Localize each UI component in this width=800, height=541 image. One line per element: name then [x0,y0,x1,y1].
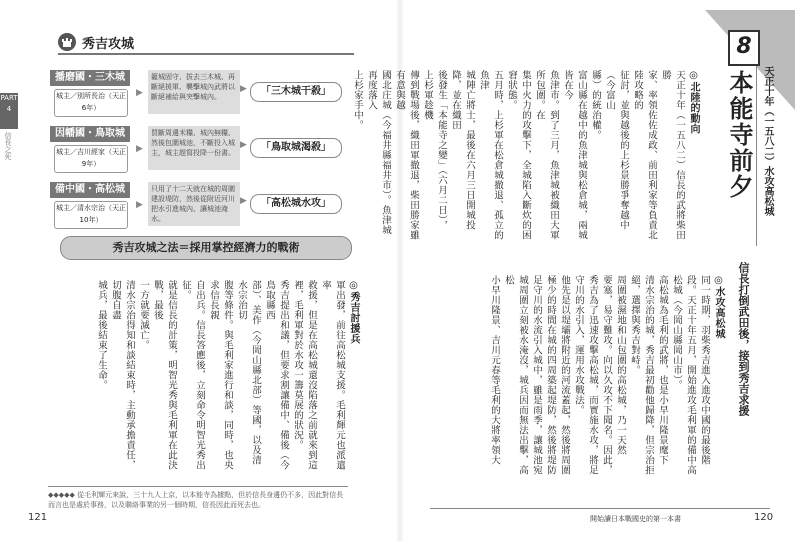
body-column: 自出兵。信長答應後，立刻命令明智光秀出征。 [180,280,205,470]
castle-lord: 城主／別所長治（天正6年） [54,89,128,117]
castle-name: 因幡國・鳥取城 [50,126,130,142]
body-column: 家、率領佐佐成政、前田利家等負責北陸攻略的 [632,70,657,240]
series-title: 開始讀日本戰國史的第一本書 [590,515,681,523]
castle-result: 「高松城水攻」 [250,194,342,214]
body-column: 裡，毛利軍對於水攻一籌莫展的狀況。 [292,280,303,450]
body-column: 救援，但是在高松城還沒陷落之前就來到這 [306,280,317,470]
subheading: ◎水攻高松城 [713,275,724,339]
castle-desc: 籠城固守、拔去三木城、再斷絕援軍、襲擊城內武將以斷絕補給與突擊城內。 [148,70,240,114]
page-number-left: 121 [28,512,48,523]
body-column: 城兵，最後結束了生命。 [96,280,107,390]
body-column: 守川的水引入，運用水攻戰法。 [573,275,584,415]
body-column: 城陣亡將士，最後在六月三日開城投降，並在織田 [450,70,475,230]
method-banner: 秀吉攻城之法＝採用掌控經濟力的戰術 [60,236,352,260]
body-column: 松城（今岡山縣岡山市）。 [671,275,682,391]
body-column: 後發生「本能寺之變」（六月二日），上杉軍趁機 [422,70,447,231]
body-column: 清水宗治的城，秀吉最初勸他歸降，但宗治拒 [643,275,654,475]
body-column: 秀吉為了迅速攻擊高松城，而實施水攻，將足 [587,275,598,475]
right-body-bottom [440,275,725,480]
body-column: 魚津市。到了三月，魚津城被織田大軍所包圍。在 [534,70,559,240]
side-heading: 信長打倒武田後，接到秀吉求援 [737,262,750,416]
bullet-icon: ◎ [688,70,699,82]
arrow-icon: ▶ [136,144,143,154]
body-column: 城周圍立刻被水淹沒，城兵因而無法出擊，高松 [503,275,528,475]
body-column: 要塞，易守難攻。向以久攻不下聞名。因此， [601,275,612,475]
arrow-icon: ▶ [136,88,143,98]
arrow-icon: ▶ [136,200,143,210]
body-column: 國北庄城（今福井縣福井市）。魚津城再度落入 [366,70,391,236]
section-title-bar [58,31,354,55]
castle-lord: 城主／吉川經家（天正9年） [54,145,128,173]
body-column: 一方就要滅亡。 [138,280,149,350]
title-rule [756,66,757,246]
castle-name: 播磨國・三木城 [50,70,130,86]
castle-desc: 買斷周邊米糧、城內無糧、然後包圍城池，不斷投入城主，城主趕寫投降一份書。 [148,126,240,170]
body-column: 腹等條件。與毛利家進行和談，同時，也央求信長親 [208,280,233,470]
body-column: 足守川的水流引入城中，雖是雨季，讓城池宛 [531,275,542,475]
left-body [96,280,360,475]
body-column: 集中火力的攻擊下，全城陷入斷炊的困窘狀態。 [506,70,531,240]
right-body-top [352,70,700,240]
body-column: 高松城為毛利的武將，也是小早川隆景麾下 [657,275,668,465]
castle-row [50,182,340,228]
body-column: 部）、美作（今岡山縣北部）等國，以及清水宗治切 [236,280,261,466]
bullet-icon: ◎ [713,275,724,287]
castle-row [50,70,340,116]
body-column: 傳到戰場後，織田軍撤退，柴田勝家雖有意與越 [394,70,419,240]
body-column: 五月時，上杉軍在松倉城撤退、孤立的魚津 [478,70,503,240]
body-column: 周圍被濕地和山包圍的高松城，乃一天然 [615,275,626,455]
footnote-rule [48,486,348,487]
body-column: 秀吉提出和議，但要求割讓備中、備後（今鳥取縣西 [264,280,289,470]
subheading: ◎秀吉討援兵 [348,280,359,344]
body-column: 小早川隆景、吉川元春等毛利的大將率領大 [489,275,500,465]
bullet-icon: ◎ [348,280,359,292]
section-title: 秀吉攻城 [82,36,135,52]
footer-rule [430,508,770,509]
body-column: 征討，並與越後的上杉景勝爭奪越中（今富山 [604,70,629,230]
chapter-date: 天正十年（一五八二）水攻高松城 [762,66,773,216]
chapter-number: 8 [728,30,760,66]
body-column: 他先是以堤壩將附近的河流蓋起，然後將周圍 [559,275,570,475]
part-tab: PART 4 [0,93,18,129]
body-column: 上杉家手中。 [352,70,363,130]
castle-row [50,126,340,172]
body-column: 絕，選擇與秀吉對峙。 [629,275,640,375]
part-side-label: 信長之死 [4,132,12,160]
body-column: 就是信長的計策，明智光秀與毛利軍在此決戰，最後 [152,280,177,470]
footnote: ◆◆◆◆◆ 從毛利輝元來說，三十九人上京，以本能寺為據點，但於信長身邊仍不多，因此對信長而言也是處於事務，以及聯絡事業的另一個時期，信長因此而死去也。 [48,491,344,509]
castle-result: 「三木城干殺」 [250,82,342,102]
castle-name: 備中國・高松城 [50,182,130,198]
castle-icon [58,33,76,51]
body-column: 軍出發，前往高松城支援。毛利輝元也派遣率 [320,280,345,470]
body-column: 同一時期，羽柴秀吉進入進攻中國的最後階 [699,275,710,465]
arrow-icon: ▶ [240,84,247,94]
castle-result: 「鳥取城渴殺」 [250,138,342,158]
body-column: 極少的時間在城的四周築起堤防，然後將堤防 [545,275,556,475]
body-column: 富山縣在越中的魚津城與松倉城，兩城皆在今 [562,70,587,240]
body-column: 清水宗治得知和談結束時，主動承擔責任，切腹自盡 [110,280,135,470]
chapter-title: 本能寺前夕 [725,70,753,200]
body-column: 縣）的統治權。 [590,70,601,140]
arrow-icon: ▶ [240,140,247,150]
castle-lord: 城主／清水宗治（天正10年） [54,201,128,229]
page-number-right: 120 [754,512,774,523]
body-column: 段。天正十年五月，開始進攻毛利軍的備中高 [685,275,696,475]
castle-desc: 只用了十二天就在城的周圍建設堤防，然後從附近河川把水引進城內、讓城池淹水。 [148,182,240,226]
subheading: ◎北陸的動向 [688,70,699,134]
arrow-icon: ▶ [240,196,247,206]
body-column: 天正十年（一五八二）信長的武將柴田勝 [660,70,685,240]
